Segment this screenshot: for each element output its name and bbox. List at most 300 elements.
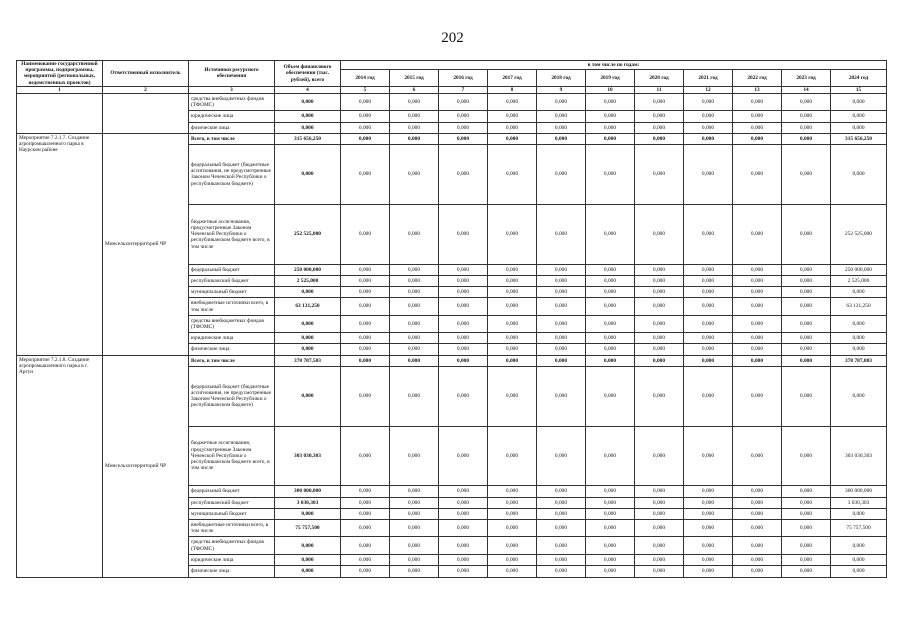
year-value-cell: 0,000 [439, 344, 488, 355]
year-value-cell: 0,000 [488, 315, 537, 332]
year-value-cell: 0,000 [733, 204, 782, 264]
source-cell: федеральный бюджет [189, 264, 275, 275]
header-years-title: в том числе по годам: [341, 61, 887, 70]
year-value-cell: 0,000 [488, 298, 537, 315]
year-value-cell: 0,000 [684, 355, 733, 366]
year-value-cell: 0,000 [684, 275, 733, 286]
year-value-cell: 0,000 [390, 287, 439, 298]
year-value-cell: 0,000 [439, 315, 488, 332]
year-value-cell: 0,000 [390, 145, 439, 205]
total-cell: 0,000 [275, 344, 341, 355]
header-numbers-row [17, 86, 887, 93]
source-cell: физические лица [189, 344, 275, 355]
year-value-cell: 0,000 [537, 287, 586, 298]
year-value-cell: 0,000 [341, 344, 390, 355]
table-row [17, 94, 887, 111]
year-value-cell: 0,000 [586, 520, 635, 537]
year-value-cell: 2 525,000 [831, 275, 887, 286]
year-value-cell: 0,000 [488, 145, 537, 205]
year-value-cell: 0,000 [537, 537, 586, 554]
year-value-cell: 0,000 [733, 344, 782, 355]
year-value-cell: 0,000 [537, 497, 586, 508]
year-value-cell: 0,000 [635, 366, 684, 426]
year-value-cell: 0,000 [586, 344, 635, 355]
year-value-cell: 0,000 [439, 275, 488, 286]
source-cell: федеральный бюджет (бюджетные ассигнования, не предусмотренные Законом Чеченской Республики о республиканском бюджете) [189, 366, 275, 426]
year-value-cell: 0,000 [684, 133, 733, 144]
year-value-cell: 0,000 [586, 366, 635, 426]
year-value-cell: 0,000 [341, 333, 390, 344]
year-value-cell: 0,000 [439, 287, 488, 298]
year-value-cell: 0,000 [439, 133, 488, 144]
header-year: 2016 год [439, 70, 488, 87]
year-value-cell: 0,000 [390, 486, 439, 497]
header-year: 2018 год [537, 70, 586, 87]
year-value-cell: 0,000 [439, 333, 488, 344]
year-value-cell: 0,000 [341, 145, 390, 205]
year-value-cell: 0,000 [341, 355, 390, 366]
year-value-cell: 0,000 [684, 554, 733, 565]
year-value-cell: 0,000 [488, 520, 537, 537]
source-cell: юридические лица [189, 554, 275, 565]
source-cell: бюджетные ассигнования, предусмотренные Законом Чеченской Республики о республиканском бюджете всего, в том числе [189, 204, 275, 264]
year-value-cell: 0,000 [341, 554, 390, 565]
year-value-cell: 0,000 [684, 111, 733, 122]
year-value-cell: 0,000 [733, 264, 782, 275]
year-value-cell: 0,000 [586, 554, 635, 565]
header-executor: Ответственный исполнитель [103, 61, 189, 87]
year-value-cell: 0,000 [831, 287, 887, 298]
column-number: 9 [537, 86, 586, 93]
header-year: 2023 год [782, 70, 831, 87]
header-year: 2020 год [635, 70, 684, 87]
year-value-cell: 0,000 [782, 133, 831, 144]
total-cell: 0,000 [275, 366, 341, 426]
year-value-cell: 0,000 [586, 566, 635, 578]
measure-executor: Минсельхозтерриторий ЧР [103, 133, 189, 355]
year-value-cell: 0,000 [586, 275, 635, 286]
year-value-cell: 0,000 [390, 497, 439, 508]
year-value-cell: 0,000 [390, 537, 439, 554]
year-value-cell: 0,000 [341, 537, 390, 554]
year-value-cell: 0,000 [782, 508, 831, 519]
year-value-cell: 0,000 [488, 355, 537, 366]
source-cell: внебюджетные источники всего, в том числе [189, 298, 275, 315]
year-value-cell: 0,000 [782, 333, 831, 344]
executor-cell-empty [103, 94, 189, 134]
column-number: 11 [635, 86, 684, 93]
year-value-cell: 0,000 [439, 145, 488, 205]
total-cell: 0,000 [275, 333, 341, 344]
year-value-cell: 0,000 [831, 508, 887, 519]
year-value-cell: 0,000 [537, 508, 586, 519]
year-value-cell: 0,000 [488, 497, 537, 508]
source-cell: республиканский бюджет [189, 497, 275, 508]
year-value-cell: 0,000 [390, 264, 439, 275]
year-value-cell: 0,000 [782, 145, 831, 205]
year-value-cell: 0,000 [684, 287, 733, 298]
year-value-cell: 0,000 [586, 486, 635, 497]
year-value-cell: 0,000 [390, 508, 439, 519]
year-value-cell: 0,000 [782, 287, 831, 298]
year-value-cell: 0,000 [439, 111, 488, 122]
year-value-cell: 0,000 [488, 566, 537, 578]
year-value-cell: 63 131,250 [831, 298, 887, 315]
year-value-cell: 0,000 [635, 275, 684, 286]
year-value-cell: 0,000 [733, 298, 782, 315]
year-value-cell: 378 787,803 [831, 355, 887, 366]
source-cell: муниципальный бюджет [189, 508, 275, 519]
source-cell: федеральный бюджет (бюджетные ассигнования, не предусмотренные Законом Чеченской Республики о республиканском бюджете) [189, 145, 275, 205]
total-cell: 63 131,250 [275, 298, 341, 315]
column-number: 12 [684, 86, 733, 93]
year-value-cell: 3 030,303 [831, 497, 887, 508]
year-value-cell: 0,000 [782, 537, 831, 554]
year-value-cell: 0,000 [390, 333, 439, 344]
header-year: 2014 год [341, 70, 390, 87]
header-year: 2015 год [390, 70, 439, 87]
year-value-cell: 0,000 [684, 315, 733, 332]
year-value-cell: 0,000 [635, 497, 684, 508]
year-value-cell: 0,000 [635, 344, 684, 355]
year-value-cell: 0,000 [586, 315, 635, 332]
year-value-cell: 0,000 [782, 426, 831, 486]
year-value-cell: 0,000 [488, 554, 537, 565]
year-value-cell: 0,000 [831, 94, 887, 111]
year-value-cell: 0,000 [586, 122, 635, 133]
year-value-cell: 0,000 [635, 355, 684, 366]
year-value-cell: 0,000 [782, 355, 831, 366]
year-value-cell: 0,000 [390, 520, 439, 537]
year-value-cell: 0,000 [586, 355, 635, 366]
year-value-cell: 0,000 [439, 486, 488, 497]
source-cell: средства внебюджетных фондов (ТФОМС) [189, 94, 275, 111]
year-value-cell: 0,000 [390, 298, 439, 315]
year-value-cell: 0,000 [733, 287, 782, 298]
year-value-cell: 0,000 [831, 315, 887, 332]
year-value-cell: 0,000 [488, 287, 537, 298]
total-cell: 2 525,000 [275, 275, 341, 286]
year-value-cell: 75 757,500 [831, 520, 887, 537]
header-year: 2021 год [684, 70, 733, 87]
year-value-cell: 0,000 [488, 508, 537, 519]
table-row [17, 355, 887, 366]
year-value-cell: 0,000 [439, 355, 488, 366]
year-value-cell: 315 656,250 [831, 133, 887, 144]
source-cell: Всего, в том числе [189, 355, 275, 366]
year-value-cell: 0,000 [635, 264, 684, 275]
year-value-cell: 0,000 [537, 122, 586, 133]
year-value-cell: 0,000 [537, 366, 586, 426]
total-cell: 0,000 [275, 145, 341, 205]
year-value-cell: 0,000 [341, 315, 390, 332]
year-value-cell: 0,000 [488, 426, 537, 486]
year-value-cell: 0,000 [390, 94, 439, 111]
year-value-cell: 0,000 [733, 111, 782, 122]
source-cell: федеральный бюджет [189, 486, 275, 497]
year-value-cell: 0,000 [341, 497, 390, 508]
year-value-cell: 0,000 [537, 554, 586, 565]
year-value-cell: 0,000 [782, 366, 831, 426]
year-value-cell: 0,000 [586, 426, 635, 486]
year-value-cell: 0,000 [684, 426, 733, 486]
year-value-cell: 0,000 [782, 486, 831, 497]
year-value-cell: 0,000 [439, 537, 488, 554]
year-value-cell: 0,000 [635, 287, 684, 298]
year-value-cell: 0,000 [390, 355, 439, 366]
year-value-cell: 0,000 [537, 315, 586, 332]
year-value-cell: 0,000 [782, 344, 831, 355]
total-cell: 252 525,000 [275, 204, 341, 264]
source-cell: юридические лица [189, 333, 275, 344]
year-value-cell: 0,000 [733, 122, 782, 133]
year-value-cell: 0,000 [782, 264, 831, 275]
year-value-cell: 0,000 [782, 111, 831, 122]
year-value-cell: 0,000 [586, 145, 635, 205]
header-year: 2024 год [831, 70, 887, 87]
header-year: 2022 год [733, 70, 782, 87]
year-value-cell: 0,000 [831, 145, 887, 205]
year-value-cell: 0,000 [782, 315, 831, 332]
header-total: Объем финансового обеспечения (тыс. рублей), всего [275, 61, 341, 87]
year-value-cell: 0,000 [341, 94, 390, 111]
total-cell: 3 030,303 [275, 497, 341, 508]
year-value-cell: 0,000 [439, 204, 488, 264]
year-value-cell: 0,000 [439, 298, 488, 315]
source-cell: муниципальный бюджет [189, 287, 275, 298]
total-cell: 0,000 [275, 287, 341, 298]
year-value-cell: 0,000 [537, 298, 586, 315]
year-value-cell: 0,000 [439, 520, 488, 537]
year-value-cell: 0,000 [390, 133, 439, 144]
year-value-cell: 0,000 [488, 111, 537, 122]
year-value-cell: 0,000 [439, 94, 488, 111]
year-value-cell: 300 000,000 [831, 486, 887, 497]
source-cell: физические лица [189, 566, 275, 578]
year-value-cell: 0,000 [831, 344, 887, 355]
year-value-cell: 0,000 [341, 133, 390, 144]
year-value-cell: 0,000 [586, 298, 635, 315]
year-value-cell: 252 525,000 [831, 204, 887, 264]
page-number: 202 [441, 30, 464, 46]
year-value-cell: 0,000 [439, 122, 488, 133]
year-value-cell: 0,000 [831, 333, 887, 344]
year-value-cell: 0,000 [537, 145, 586, 205]
year-value-cell: 0,000 [439, 508, 488, 519]
year-value-cell: 0,000 [586, 204, 635, 264]
year-value-cell: 0,000 [635, 566, 684, 578]
year-value-cell: 0,000 [684, 204, 733, 264]
measure-executor: Минсельхозтерриторий ЧР [103, 355, 189, 577]
year-value-cell: 0,000 [390, 554, 439, 565]
year-value-cell: 0,000 [635, 94, 684, 111]
column-number: 8 [488, 86, 537, 93]
total-cell: 250 000,000 [275, 264, 341, 275]
year-value-cell: 0,000 [537, 264, 586, 275]
year-value-cell: 0,000 [586, 537, 635, 554]
year-value-cell: 0,000 [537, 275, 586, 286]
year-value-cell: 0,000 [341, 298, 390, 315]
measure-name: Мероприятие 7.2.1.8. Создание агропромышленного парка в г. Аргун [17, 355, 103, 577]
year-value-cell: 0,000 [733, 355, 782, 366]
year-value-cell: 0,000 [586, 508, 635, 519]
year-value-cell: 0,000 [733, 486, 782, 497]
year-value-cell: 0,000 [782, 520, 831, 537]
year-value-cell: 0,000 [684, 537, 733, 554]
year-value-cell: 0,000 [635, 426, 684, 486]
source-cell: физические лица [189, 122, 275, 133]
header-source: Источники ресурсного обеспечения [189, 61, 275, 87]
year-value-cell: 0,000 [341, 508, 390, 519]
total-cell: 0,000 [275, 94, 341, 111]
total-cell: 75 757,500 [275, 520, 341, 537]
year-value-cell: 0,000 [537, 333, 586, 344]
year-value-cell: 0,000 [488, 366, 537, 426]
header-name: Наименование государственной программы, подпрограммы, мероприятий (региональных, ведомственных проектов) [17, 61, 103, 87]
year-value-cell: 0,000 [439, 426, 488, 486]
year-value-cell: 0,000 [390, 204, 439, 264]
year-value-cell: 0,000 [684, 497, 733, 508]
year-value-cell: 0,000 [635, 133, 684, 144]
column-number: 15 [831, 86, 887, 93]
year-value-cell: 0,000 [586, 111, 635, 122]
year-value-cell: 0,000 [782, 204, 831, 264]
year-value-cell: 0,000 [684, 333, 733, 344]
total-cell: 0,000 [275, 554, 341, 565]
year-value-cell: 0,000 [488, 94, 537, 111]
column-number: 7 [439, 86, 488, 93]
year-value-cell: 0,000 [635, 122, 684, 133]
year-value-cell: 0,000 [831, 537, 887, 554]
year-value-cell: 0,000 [390, 111, 439, 122]
year-value-cell: 0,000 [537, 355, 586, 366]
year-value-cell: 0,000 [733, 145, 782, 205]
year-value-cell: 0,000 [390, 344, 439, 355]
year-value-cell: 0,000 [733, 333, 782, 344]
source-cell: бюджетные ассигнования, предусмотренные Законом Чеченской Республики о республиканском бюджете всего, в том числе [189, 426, 275, 486]
header-year: 2017 год [488, 70, 537, 87]
year-value-cell: 0,000 [439, 554, 488, 565]
year-value-cell: 0,000 [831, 566, 887, 578]
year-value-cell: 0,000 [341, 366, 390, 426]
year-value-cell: 0,000 [635, 537, 684, 554]
source-cell: республиканский бюджет [189, 275, 275, 286]
year-value-cell: 0,000 [488, 486, 537, 497]
year-value-cell: 250 000,000 [831, 264, 887, 275]
year-value-cell: 0,000 [733, 426, 782, 486]
year-value-cell: 0,000 [684, 366, 733, 426]
year-value-cell: 0,000 [831, 122, 887, 133]
source-cell: Всего, в том числе [189, 133, 275, 144]
year-value-cell: 0,000 [537, 486, 586, 497]
year-value-cell: 0,000 [635, 145, 684, 205]
year-value-cell: 0,000 [341, 275, 390, 286]
total-cell: 0,000 [275, 315, 341, 332]
year-value-cell: 0,000 [537, 111, 586, 122]
year-value-cell: 303 030,303 [831, 426, 887, 486]
year-value-cell: 0,000 [390, 566, 439, 578]
year-value-cell: 0,000 [733, 554, 782, 565]
year-value-cell: 0,000 [684, 520, 733, 537]
header-year: 2019 год [586, 70, 635, 87]
table-body [17, 94, 887, 578]
table-row [17, 133, 887, 144]
year-value-cell: 0,000 [341, 287, 390, 298]
year-value-cell: 0,000 [831, 111, 887, 122]
year-value-cell: 0,000 [782, 122, 831, 133]
column-number: 13 [733, 86, 782, 93]
column-number: 5 [341, 86, 390, 93]
year-value-cell: 0,000 [684, 508, 733, 519]
year-value-cell: 0,000 [488, 264, 537, 275]
total-cell: 303 030,303 [275, 426, 341, 486]
year-value-cell: 0,000 [390, 315, 439, 332]
year-value-cell: 0,000 [390, 122, 439, 133]
year-value-cell: 0,000 [488, 537, 537, 554]
source-cell: внебюджетные источники всего, в том числе [189, 520, 275, 537]
year-value-cell: 0,000 [390, 426, 439, 486]
year-value-cell: 0,000 [635, 204, 684, 264]
total-cell: 0,000 [275, 537, 341, 554]
column-number: 10 [586, 86, 635, 93]
header-row-top [17, 61, 887, 70]
year-value-cell: 0,000 [586, 333, 635, 344]
year-value-cell: 0,000 [733, 366, 782, 426]
column-number: 14 [782, 86, 831, 93]
year-value-cell: 0,000 [684, 122, 733, 133]
year-value-cell: 0,000 [684, 566, 733, 578]
year-value-cell: 0,000 [782, 298, 831, 315]
year-value-cell: 0,000 [586, 94, 635, 111]
year-value-cell: 0,000 [341, 122, 390, 133]
year-value-cell: 0,000 [684, 344, 733, 355]
measure-name: Мероприятие 7.2.1.7. Создание агропромышленного парка в Наурском районе [17, 133, 103, 355]
year-value-cell: 0,000 [684, 298, 733, 315]
funding-table [16, 60, 887, 578]
year-value-cell: 0,000 [341, 264, 390, 275]
source-cell: юридические лица [189, 111, 275, 122]
year-value-cell: 0,000 [635, 111, 684, 122]
source-cell: средства внебюджетных фондов (ТФОМС) [189, 315, 275, 332]
total-cell: 0,000 [275, 508, 341, 519]
year-value-cell: 0,000 [488, 275, 537, 286]
year-value-cell: 0,000 [537, 204, 586, 264]
year-value-cell: 0,000 [488, 344, 537, 355]
year-value-cell: 0,000 [733, 94, 782, 111]
year-value-cell: 0,000 [341, 426, 390, 486]
year-value-cell: 0,000 [635, 315, 684, 332]
total-cell: 0,000 [275, 111, 341, 122]
year-value-cell: 0,000 [733, 508, 782, 519]
year-value-cell: 0,000 [341, 520, 390, 537]
year-value-cell: 0,000 [439, 366, 488, 426]
year-value-cell: 0,000 [782, 554, 831, 565]
year-value-cell: 0,000 [390, 366, 439, 426]
year-value-cell: 0,000 [684, 486, 733, 497]
year-value-cell: 0,000 [341, 566, 390, 578]
year-value-cell: 0,000 [537, 520, 586, 537]
year-value-cell: 0,000 [439, 264, 488, 275]
column-number: 4 [275, 86, 341, 93]
year-value-cell: 0,000 [733, 537, 782, 554]
year-value-cell: 0,000 [782, 566, 831, 578]
year-value-cell: 0,000 [537, 94, 586, 111]
total-cell: 0,000 [275, 566, 341, 578]
year-value-cell: 0,000 [488, 204, 537, 264]
total-cell: 0,000 [275, 122, 341, 133]
year-value-cell: 0,000 [733, 133, 782, 144]
year-value-cell: 0,000 [439, 566, 488, 578]
